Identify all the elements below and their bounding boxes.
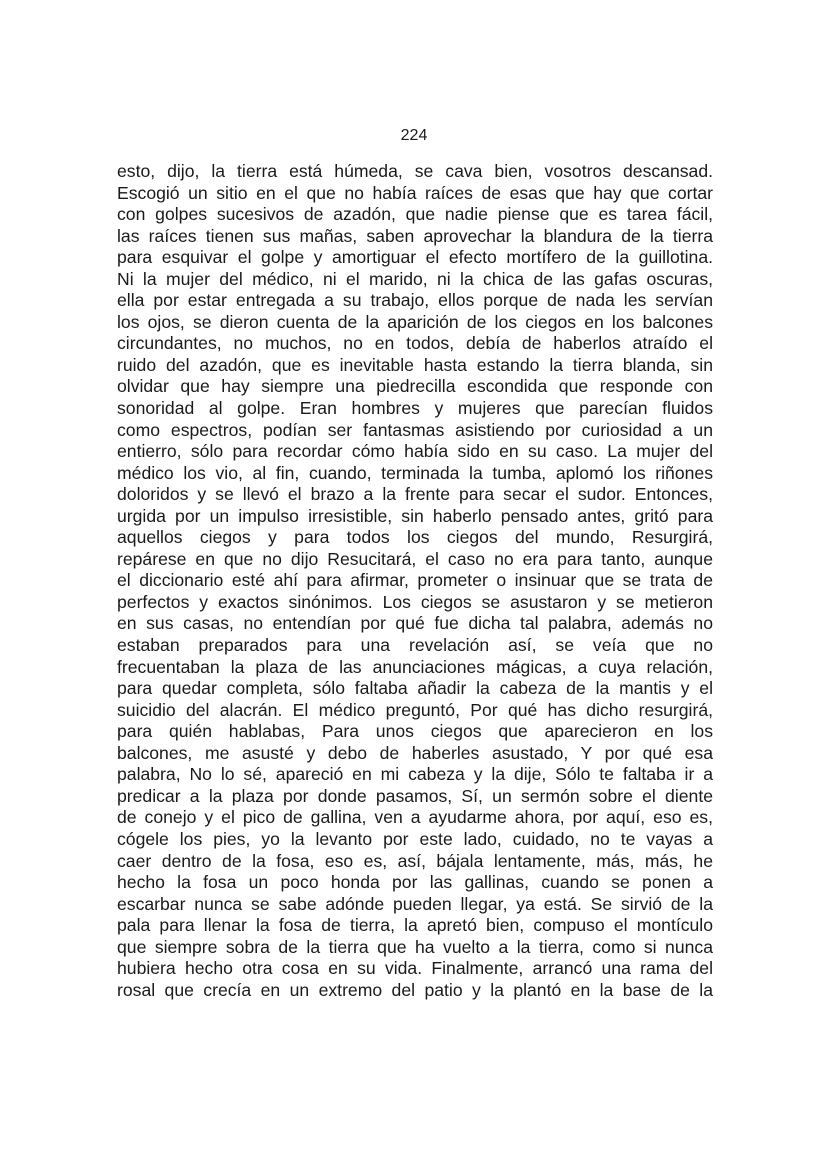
text-line: perfectos y exactos sinónimos. Los ciegos se asustaron y se metieron bbox=[117, 591, 713, 612]
text-line: balcones, me asusté y debo de haberles asustado, Y por qué esa bbox=[117, 742, 713, 763]
text-line: Ni la mujer del médico, ni el marido, ni la chica de las gafas oscuras, bbox=[117, 268, 713, 289]
text-line: urgida por un impulso irresistible, sin haberlo pensado antes, gritó para bbox=[117, 505, 713, 526]
text-line: de conejo y el pico de gallina, ven a ayudarme ahora, por aquí, eso es, bbox=[117, 807, 713, 828]
text-line: en sus casas, no entendían por qué fue dicha tal palabra, además no bbox=[117, 613, 713, 634]
text-line: esto, dijo, la tierra está húmeda, se cava bien, vosotros descansad. bbox=[117, 161, 713, 181]
text-line: rosal que crecía en un extremo del patio y la plantó en la base de la bbox=[117, 979, 713, 1000]
text-line: repárese en que no dijo Resucitará, el caso no era para tanto, aunque bbox=[117, 548, 713, 569]
text-line: frecuentaban la plaza de las anunciaciones mágicas, a cuya relación, bbox=[117, 656, 713, 677]
text-line: las raíces tienen sus mañas, saben aprovechar la blandura de la tierra bbox=[117, 225, 713, 246]
text-line: para quién hablabas, Para unos ciegos que aparecieron en los bbox=[117, 721, 713, 742]
text-line: como espectros, podían ser fantasmas asistiendo por curiosidad a un bbox=[117, 419, 713, 440]
text-line: Escogió un sitio en el que no había raíces de esas que hay que cortar bbox=[117, 182, 713, 203]
text-line: suicidio del alacrán. El médico preguntó, Por qué has dicho resurgirá, bbox=[117, 699, 713, 720]
text-line: hubiera hecho otra cosa en su vida. Finalmente, arrancó una rama del bbox=[117, 958, 713, 979]
body-text bbox=[117, 161, 713, 1001]
text-line: olvidar que hay siempre una piedrecilla escondida que responde con bbox=[117, 376, 713, 397]
text-line: circundantes, no muchos, no en todos, debía de haberlos atraído el bbox=[117, 333, 713, 354]
text-line: aquellos ciegos y para todos los ciegos del mundo, Resurgirá, bbox=[117, 527, 713, 548]
text-line: que siempre sobra de la tierra que ha vuelto a la tierra, como si nunca bbox=[117, 936, 713, 957]
text-line: cógele los pies, yo la levanto por este lado, cuidado, no te vayas a bbox=[117, 828, 713, 849]
text-line: con golpes sucesivos de azadón, que nadie piense que es tarea fácil, bbox=[117, 204, 713, 225]
text-line: estaban preparados para una revelación así, se veía que no bbox=[117, 635, 713, 656]
text-line: caer dentro de la fosa, eso es, así, bájala lentamente, más, más, he bbox=[117, 850, 713, 871]
text-line: médico los vio, al fin, cuando, terminada la tumba, aplomó los riñones bbox=[117, 462, 713, 483]
text-line: para quedar completa, sólo faltaba añadir la cabeza de la mantis y el bbox=[117, 678, 713, 699]
text-line: entierro, sólo para recordar cómo había sido en su caso. La mujer del bbox=[117, 441, 713, 462]
text-line: los ojos, se dieron cuenta de la aparición de los ciegos en los balcones bbox=[117, 311, 713, 332]
text-line: predicar a la plaza por donde pasamos, Sí, un sermón sobre el diente bbox=[117, 785, 713, 806]
text-line: pala para llenar la fosa de tierra, la apretó bien, compuso el montículo bbox=[117, 915, 713, 936]
text-line: palabra, No lo sé, apareció en mi cabeza y la dije, Sólo te faltaba ir a bbox=[117, 764, 713, 785]
text-line: sonoridad al golpe. Eran hombres y mujeres que parecían fluidos bbox=[117, 398, 713, 419]
page-number: 224 bbox=[400, 127, 428, 144]
text-line: hecho la fosa un poco honda por las gallinas, cuando se ponen a bbox=[117, 872, 713, 893]
text-line: ella por estar entregada a su trabajo, ellos porque de nada les servían bbox=[117, 290, 713, 311]
text-line: escarbar nunca se sabe adónde pueden llegar, ya está. Se sirvió de la bbox=[117, 893, 713, 914]
text-line: el diccionario esté ahí para afirmar, prometer o insinuar que se trata de bbox=[117, 570, 713, 591]
text-line: para esquivar el golpe y amortiguar el efecto mortífero de la guillotina. bbox=[117, 247, 713, 268]
text-line: doloridos y se llevó el brazo a la frente para secar el sudor. Entonces, bbox=[117, 484, 713, 505]
text-line: ruido del azadón, que es inevitable hasta estando la tierra blanda, sin bbox=[117, 354, 713, 375]
